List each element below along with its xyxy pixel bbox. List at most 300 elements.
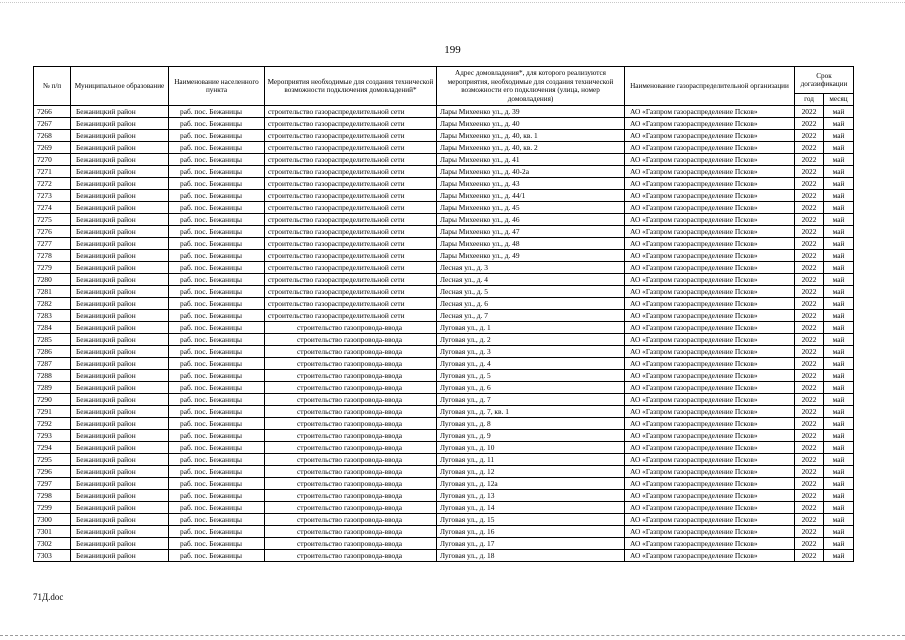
- cell-org: АО «Газпром газораспределение Псков»: [625, 178, 795, 190]
- cell-address: Луговая ул., д. 3: [437, 346, 625, 358]
- cell-work: строительство газопровода-ввода: [265, 514, 437, 526]
- cell-municipality: Бежаницкий район: [71, 514, 169, 526]
- cell-num: 7293: [34, 430, 71, 442]
- header-municipality: Муниципальное образование: [71, 67, 169, 106]
- cell-address: Лесная ул., д. 5: [437, 286, 625, 298]
- table-row: [34, 106, 854, 118]
- cell-num: 7292: [34, 418, 71, 430]
- cell-org: АО «Газпром газораспределение Псков»: [625, 262, 795, 274]
- cell-month: май: [824, 358, 854, 370]
- cell-year: 2022: [795, 130, 824, 142]
- cell-municipality: Бежаницкий район: [71, 394, 169, 406]
- table-row: [34, 418, 854, 430]
- cell-work: строительство газораспределительной сети: [265, 298, 437, 310]
- cell-year: 2022: [795, 118, 824, 130]
- cell-num: 7266: [34, 106, 71, 118]
- cell-settlement: раб. пос. Бежаницы: [169, 502, 265, 514]
- cell-month: май: [824, 502, 854, 514]
- cell-year: 2022: [795, 106, 824, 118]
- cell-org: АО «Газпром газораспределение Псков»: [625, 358, 795, 370]
- header-org: Наименование газораспределительной организации: [625, 67, 795, 106]
- cell-work: строительство газопровода-ввода: [265, 394, 437, 406]
- cell-num: 7280: [34, 274, 71, 286]
- cell-work: строительство газораспределительной сети: [265, 274, 437, 286]
- cell-work: строительство газопровода-ввода: [265, 430, 437, 442]
- cell-work: строительство газопровода-ввода: [265, 322, 437, 334]
- cell-address: Лесная ул., д. 4: [437, 274, 625, 286]
- cell-org: АО «Газпром газораспределение Псков»: [625, 550, 795, 562]
- cell-municipality: Бежаницкий район: [71, 298, 169, 310]
- cell-num: 7286: [34, 346, 71, 358]
- cell-settlement: раб. пос. Бежаницы: [169, 526, 265, 538]
- cell-settlement: раб. пос. Бежаницы: [169, 214, 265, 226]
- cell-work: строительство газопровода-ввода: [265, 478, 437, 490]
- cell-month: май: [824, 118, 854, 130]
- header-address: Адрес домовладения*, для которого реализуются мероприятия, необходимые для создания технической возможности его подключения (улица, номер домовладения): [437, 67, 625, 106]
- cell-settlement: раб. пос. Бежаницы: [169, 478, 265, 490]
- cell-address: Лары Михеенко ул., д. 39: [437, 106, 625, 118]
- cell-year: 2022: [795, 286, 824, 298]
- table-header: [34, 67, 854, 106]
- table-row: [34, 322, 854, 334]
- cell-work: строительство газораспределительной сети: [265, 154, 437, 166]
- cell-org: АО «Газпром газораспределение Псков»: [625, 118, 795, 130]
- cell-month: май: [824, 466, 854, 478]
- cell-work: строительство газопровода-ввода: [265, 538, 437, 550]
- cell-year: 2022: [795, 550, 824, 562]
- cell-year: 2022: [795, 142, 824, 154]
- cell-address: Луговая ул., д. 7, кв. 1: [437, 406, 625, 418]
- cell-work: строительство газораспределительной сети: [265, 226, 437, 238]
- cell-num: 7301: [34, 526, 71, 538]
- cell-month: май: [824, 322, 854, 334]
- table-row: [34, 526, 854, 538]
- cell-year: 2022: [795, 382, 824, 394]
- cell-num: 7291: [34, 406, 71, 418]
- cell-year: 2022: [795, 370, 824, 382]
- table-row: [34, 310, 854, 322]
- cell-year: 2022: [795, 238, 824, 250]
- cell-num: 7290: [34, 394, 71, 406]
- cell-address: Луговая ул., д. 14: [437, 502, 625, 514]
- header-year: год: [795, 94, 824, 106]
- cell-org: АО «Газпром газораспределение Псков»: [625, 430, 795, 442]
- cell-org: АО «Газпром газораспределение Псков»: [625, 154, 795, 166]
- cell-year: 2022: [795, 190, 824, 202]
- cell-address: Лары Михеенко ул., д. 44/1: [437, 190, 625, 202]
- cell-work: строительство газораспределительной сети: [265, 214, 437, 226]
- cell-municipality: Бежаницкий район: [71, 334, 169, 346]
- cell-num: 7295: [34, 454, 71, 466]
- cell-org: АО «Газпром газораспределение Псков»: [625, 106, 795, 118]
- cell-org: АО «Газпром газораспределение Псков»: [625, 394, 795, 406]
- cell-year: 2022: [795, 334, 824, 346]
- cell-year: 2022: [795, 262, 824, 274]
- cell-municipality: Бежаницкий район: [71, 106, 169, 118]
- cell-org: АО «Газпром газораспределение Псков»: [625, 346, 795, 358]
- cell-num: 7277: [34, 238, 71, 250]
- table-row: [34, 406, 854, 418]
- cell-settlement: раб. пос. Бежаницы: [169, 550, 265, 562]
- cell-address: Луговая ул., д. 12а: [437, 478, 625, 490]
- cell-municipality: Бежаницкий район: [71, 238, 169, 250]
- cell-municipality: Бежаницкий район: [71, 226, 169, 238]
- cell-num: 7268: [34, 130, 71, 142]
- table-row: [34, 178, 854, 190]
- cell-org: АО «Газпром газораспределение Псков»: [625, 514, 795, 526]
- cell-num: 7294: [34, 442, 71, 454]
- cell-month: май: [824, 106, 854, 118]
- cell-municipality: Бежаницкий район: [71, 418, 169, 430]
- cell-month: май: [824, 490, 854, 502]
- cell-municipality: Бежаницкий район: [71, 406, 169, 418]
- cell-municipality: Бежаницкий район: [71, 466, 169, 478]
- cell-settlement: раб. пос. Бежаницы: [169, 430, 265, 442]
- cell-address: Луговая ул., д. 1: [437, 322, 625, 334]
- cell-work: строительство газораспределительной сети: [265, 166, 437, 178]
- cell-num: 7271: [34, 166, 71, 178]
- cell-num: 7298: [34, 490, 71, 502]
- table-row: [34, 202, 854, 214]
- table-row: [34, 238, 854, 250]
- cell-num: 7270: [34, 154, 71, 166]
- cell-month: май: [824, 274, 854, 286]
- cell-year: 2022: [795, 526, 824, 538]
- cell-municipality: Бежаницкий район: [71, 430, 169, 442]
- cell-month: май: [824, 310, 854, 322]
- cell-num: 7282: [34, 298, 71, 310]
- cell-address: Луговая ул., д. 7: [437, 394, 625, 406]
- cell-year: 2022: [795, 538, 824, 550]
- cell-address: Лары Михеенко ул., д. 43: [437, 178, 625, 190]
- cell-org: АО «Газпром газораспределение Псков»: [625, 454, 795, 466]
- table-row: [34, 370, 854, 382]
- cell-year: 2022: [795, 394, 824, 406]
- cell-work: строительство газопровода-ввода: [265, 454, 437, 466]
- cell-address: Лары Михеенко ул., д. 40-2а: [437, 166, 625, 178]
- cell-work: строительство газопровода-ввода: [265, 370, 437, 382]
- table-row: [34, 394, 854, 406]
- cell-address: Лары Михеенко ул., д. 41: [437, 154, 625, 166]
- cell-year: 2022: [795, 202, 824, 214]
- cell-year: 2022: [795, 514, 824, 526]
- header-work: Мероприятия необходимые для создания технической возможности подключения домовладений*: [265, 67, 437, 106]
- table-row: [34, 538, 854, 550]
- cell-month: май: [824, 478, 854, 490]
- cell-address: Луговая ул., д. 4: [437, 358, 625, 370]
- cell-org: АО «Газпром газораспределение Псков»: [625, 538, 795, 550]
- cell-work: строительство газораспределительной сети: [265, 262, 437, 274]
- cell-month: май: [824, 214, 854, 226]
- table-row: [34, 298, 854, 310]
- cell-settlement: раб. пос. Бежаницы: [169, 118, 265, 130]
- cell-month: май: [824, 178, 854, 190]
- cell-address: Лесная ул., д. 7: [437, 310, 625, 322]
- cell-address: Лары Михеенко ул., д. 48: [437, 238, 625, 250]
- cell-org: АО «Газпром газораспределение Псков»: [625, 334, 795, 346]
- cell-num: 7296: [34, 466, 71, 478]
- cell-month: май: [824, 238, 854, 250]
- cell-work: строительство газораспределительной сети: [265, 310, 437, 322]
- cell-work: строительство газопровода-ввода: [265, 418, 437, 430]
- cell-work: строительство газопровода-ввода: [265, 550, 437, 562]
- cell-month: май: [824, 430, 854, 442]
- table-row: [34, 382, 854, 394]
- cell-month: май: [824, 538, 854, 550]
- cell-settlement: раб. пос. Бежаницы: [169, 250, 265, 262]
- cell-settlement: раб. пос. Бежаницы: [169, 298, 265, 310]
- document-table-wrapper: [33, 66, 853, 562]
- cell-org: АО «Газпром газораспределение Псков»: [625, 202, 795, 214]
- table-row: [34, 478, 854, 490]
- cell-municipality: Бежаницкий район: [71, 214, 169, 226]
- cell-org: АО «Газпром газораспределение Псков»: [625, 370, 795, 382]
- cell-year: 2022: [795, 166, 824, 178]
- cell-settlement: раб. пос. Бежаницы: [169, 166, 265, 178]
- table-row: [34, 334, 854, 346]
- cell-org: АО «Газпром газораспределение Псков»: [625, 466, 795, 478]
- cell-municipality: Бежаницкий район: [71, 202, 169, 214]
- cell-month: май: [824, 514, 854, 526]
- cell-org: АО «Газпром газораспределение Псков»: [625, 490, 795, 502]
- table-row: [34, 466, 854, 478]
- cell-address: Луговая ул., д. 17: [437, 538, 625, 550]
- cell-settlement: раб. пос. Бежаницы: [169, 238, 265, 250]
- cell-address: Луговая ул., д. 6: [437, 382, 625, 394]
- cell-settlement: раб. пос. Бежаницы: [169, 106, 265, 118]
- cell-municipality: Бежаницкий район: [71, 178, 169, 190]
- table-row: [34, 118, 854, 130]
- cell-settlement: раб. пос. Бежаницы: [169, 538, 265, 550]
- cell-org: АО «Газпром газораспределение Псков»: [625, 190, 795, 202]
- table-row: [34, 142, 854, 154]
- cell-org: АО «Газпром газораспределение Псков»: [625, 310, 795, 322]
- cell-address: Лары Михеенко ул., д. 49: [437, 250, 625, 262]
- cell-month: май: [824, 142, 854, 154]
- cell-municipality: Бежаницкий район: [71, 382, 169, 394]
- cell-org: АО «Газпром газораспределение Псков»: [625, 322, 795, 334]
- cell-org: АО «Газпром газораспределение Псков»: [625, 298, 795, 310]
- cell-org: АО «Газпром газораспределение Псков»: [625, 238, 795, 250]
- table-row: [34, 550, 854, 562]
- cell-work: строительство газораспределительной сети: [265, 202, 437, 214]
- cell-num: 7272: [34, 178, 71, 190]
- cell-month: май: [824, 526, 854, 538]
- cell-year: 2022: [795, 178, 824, 190]
- cell-org: АО «Газпром газораспределение Псков»: [625, 478, 795, 490]
- cell-year: 2022: [795, 226, 824, 238]
- table-row: [34, 442, 854, 454]
- cell-municipality: Бежаницкий район: [71, 322, 169, 334]
- cell-month: май: [824, 454, 854, 466]
- cell-municipality: Бежаницкий район: [71, 130, 169, 142]
- cell-num: 7267: [34, 118, 71, 130]
- cell-num: 7278: [34, 250, 71, 262]
- cell-org: АО «Газпром газораспределение Псков»: [625, 418, 795, 430]
- cell-num: 7288: [34, 370, 71, 382]
- cell-work: строительство газопровода-ввода: [265, 442, 437, 454]
- table-row: [34, 454, 854, 466]
- cell-settlement: раб. пос. Бежаницы: [169, 370, 265, 382]
- cell-settlement: раб. пос. Бежаницы: [169, 274, 265, 286]
- cell-municipality: Бежаницкий район: [71, 370, 169, 382]
- cell-month: май: [824, 130, 854, 142]
- cell-num: 7285: [34, 334, 71, 346]
- cell-month: май: [824, 262, 854, 274]
- cell-work: строительство газопровода-ввода: [265, 502, 437, 514]
- cell-org: АО «Газпром газораспределение Псков»: [625, 502, 795, 514]
- cell-municipality: Бежаницкий район: [71, 118, 169, 130]
- cell-work: строительство газопровода-ввода: [265, 490, 437, 502]
- cell-month: май: [824, 394, 854, 406]
- cell-address: Луговая ул., д. 16: [437, 526, 625, 538]
- table-row: [34, 490, 854, 502]
- cell-month: май: [824, 250, 854, 262]
- cell-num: 7302: [34, 538, 71, 550]
- cell-municipality: Бежаницкий район: [71, 502, 169, 514]
- header-settlement: Наименование населенного пункта: [169, 67, 265, 106]
- cell-month: май: [824, 154, 854, 166]
- cell-org: АО «Газпром газораспределение Псков»: [625, 214, 795, 226]
- cell-work: строительство газораспределительной сети: [265, 106, 437, 118]
- cell-address: Лары Михеенко ул., д. 40, кв. 1: [437, 130, 625, 142]
- cell-year: 2022: [795, 454, 824, 466]
- cell-month: май: [824, 406, 854, 418]
- cell-month: май: [824, 382, 854, 394]
- cell-num: 7299: [34, 502, 71, 514]
- cell-work: строительство газораспределительной сети: [265, 250, 437, 262]
- cell-num: 7276: [34, 226, 71, 238]
- cell-num: 7289: [34, 382, 71, 394]
- cell-org: АО «Газпром газораспределение Псков»: [625, 274, 795, 286]
- cell-org: АО «Газпром газораспределение Псков»: [625, 142, 795, 154]
- cell-work: строительство газораспределительной сети: [265, 190, 437, 202]
- cell-month: май: [824, 190, 854, 202]
- cell-settlement: раб. пос. Бежаницы: [169, 442, 265, 454]
- cell-municipality: Бежаницкий район: [71, 538, 169, 550]
- cell-year: 2022: [795, 358, 824, 370]
- cell-settlement: раб. пос. Бежаницы: [169, 262, 265, 274]
- table-row: [34, 166, 854, 178]
- cell-work: строительство газораспределительной сети: [265, 178, 437, 190]
- cell-year: 2022: [795, 298, 824, 310]
- cell-work: строительство газораспределительной сети: [265, 130, 437, 142]
- table-row: [34, 502, 854, 514]
- cell-settlement: раб. пос. Бежаницы: [169, 226, 265, 238]
- cell-work: строительство газораспределительной сети: [265, 238, 437, 250]
- gasification-table: [33, 66, 854, 562]
- cell-year: 2022: [795, 322, 824, 334]
- cell-year: 2022: [795, 346, 824, 358]
- cell-municipality: Бежаницкий район: [71, 346, 169, 358]
- header-month: месяц: [824, 94, 854, 106]
- cell-municipality: Бежаницкий район: [71, 154, 169, 166]
- cell-month: май: [824, 550, 854, 562]
- cell-num: 7273: [34, 190, 71, 202]
- cell-settlement: раб. пос. Бежаницы: [169, 382, 265, 394]
- cell-month: май: [824, 226, 854, 238]
- cell-address: Лары Михеенко ул., д. 47: [437, 226, 625, 238]
- table-row: [34, 274, 854, 286]
- cell-year: 2022: [795, 406, 824, 418]
- table-row: [34, 514, 854, 526]
- cell-work: строительство газопровода-ввода: [265, 334, 437, 346]
- cell-org: АО «Газпром газораспределение Псков»: [625, 130, 795, 142]
- cell-municipality: Бежаницкий район: [71, 526, 169, 538]
- cell-work: строительство газопровода-ввода: [265, 346, 437, 358]
- cell-num: 7297: [34, 478, 71, 490]
- cell-work: строительство газопровода-ввода: [265, 382, 437, 394]
- cell-address: Луговая ул., д. 18: [437, 550, 625, 562]
- table-row: [34, 130, 854, 142]
- cell-municipality: Бежаницкий район: [71, 478, 169, 490]
- cell-settlement: раб. пос. Бежаницы: [169, 394, 265, 406]
- table-row: [34, 346, 854, 358]
- table-row: [34, 358, 854, 370]
- cell-work: строительство газопровода-ввода: [265, 466, 437, 478]
- table-row: [34, 154, 854, 166]
- cell-work: строительство газопровода-ввода: [265, 406, 437, 418]
- cell-num: 7287: [34, 358, 71, 370]
- cell-settlement: раб. пос. Бежаницы: [169, 418, 265, 430]
- cell-work: строительство газораспределительной сети: [265, 118, 437, 130]
- cell-year: 2022: [795, 274, 824, 286]
- cell-year: 2022: [795, 502, 824, 514]
- table-row: [34, 226, 854, 238]
- cell-municipality: Бежаницкий район: [71, 310, 169, 322]
- cell-num: 7279: [34, 262, 71, 274]
- footer-filename: 71Д.doc: [33, 592, 64, 602]
- cell-num: 7283: [34, 310, 71, 322]
- cell-municipality: Бежаницкий район: [71, 454, 169, 466]
- cell-address: Лары Михеенко ул., д. 45: [437, 202, 625, 214]
- cell-settlement: раб. пос. Бежаницы: [169, 286, 265, 298]
- cell-settlement: раб. пос. Бежаницы: [169, 322, 265, 334]
- cell-org: АО «Газпром газораспределение Псков»: [625, 226, 795, 238]
- cell-municipality: Бежаницкий район: [71, 358, 169, 370]
- table-row: [34, 214, 854, 226]
- cell-settlement: раб. пос. Бежаницы: [169, 190, 265, 202]
- header-num: № п/п: [34, 67, 71, 106]
- cell-work: строительство газораспределительной сети: [265, 142, 437, 154]
- cell-address: Луговая ул., д. 13: [437, 490, 625, 502]
- cell-settlement: раб. пос. Бежаницы: [169, 454, 265, 466]
- cell-year: 2022: [795, 466, 824, 478]
- cell-settlement: раб. пос. Бежаницы: [169, 130, 265, 142]
- cell-address: Луговая ул., д. 15: [437, 514, 625, 526]
- cell-settlement: раб. пос. Бежаницы: [169, 154, 265, 166]
- scan-bottom-edge: [0, 635, 905, 637]
- cell-municipality: Бежаницкий район: [71, 190, 169, 202]
- cell-org: АО «Газпром газораспределение Псков»: [625, 286, 795, 298]
- cell-settlement: раб. пос. Бежаницы: [169, 202, 265, 214]
- cell-year: 2022: [795, 478, 824, 490]
- cell-address: Лары Михеенко ул., д. 40, кв. 2: [437, 142, 625, 154]
- cell-settlement: раб. пос. Бежаницы: [169, 142, 265, 154]
- cell-address: Лесная ул., д. 6: [437, 298, 625, 310]
- cell-num: 7274: [34, 202, 71, 214]
- cell-num: 7281: [34, 286, 71, 298]
- cell-org: АО «Газпром газораспределение Псков»: [625, 166, 795, 178]
- cell-month: май: [824, 442, 854, 454]
- cell-work: строительство газопровода-ввода: [265, 526, 437, 538]
- cell-org: АО «Газпром газораспределение Псков»: [625, 382, 795, 394]
- cell-month: май: [824, 418, 854, 430]
- cell-address: Луговая ул., д. 12: [437, 466, 625, 478]
- table-body: [34, 106, 854, 562]
- cell-month: май: [824, 166, 854, 178]
- cell-settlement: раб. пос. Бежаницы: [169, 514, 265, 526]
